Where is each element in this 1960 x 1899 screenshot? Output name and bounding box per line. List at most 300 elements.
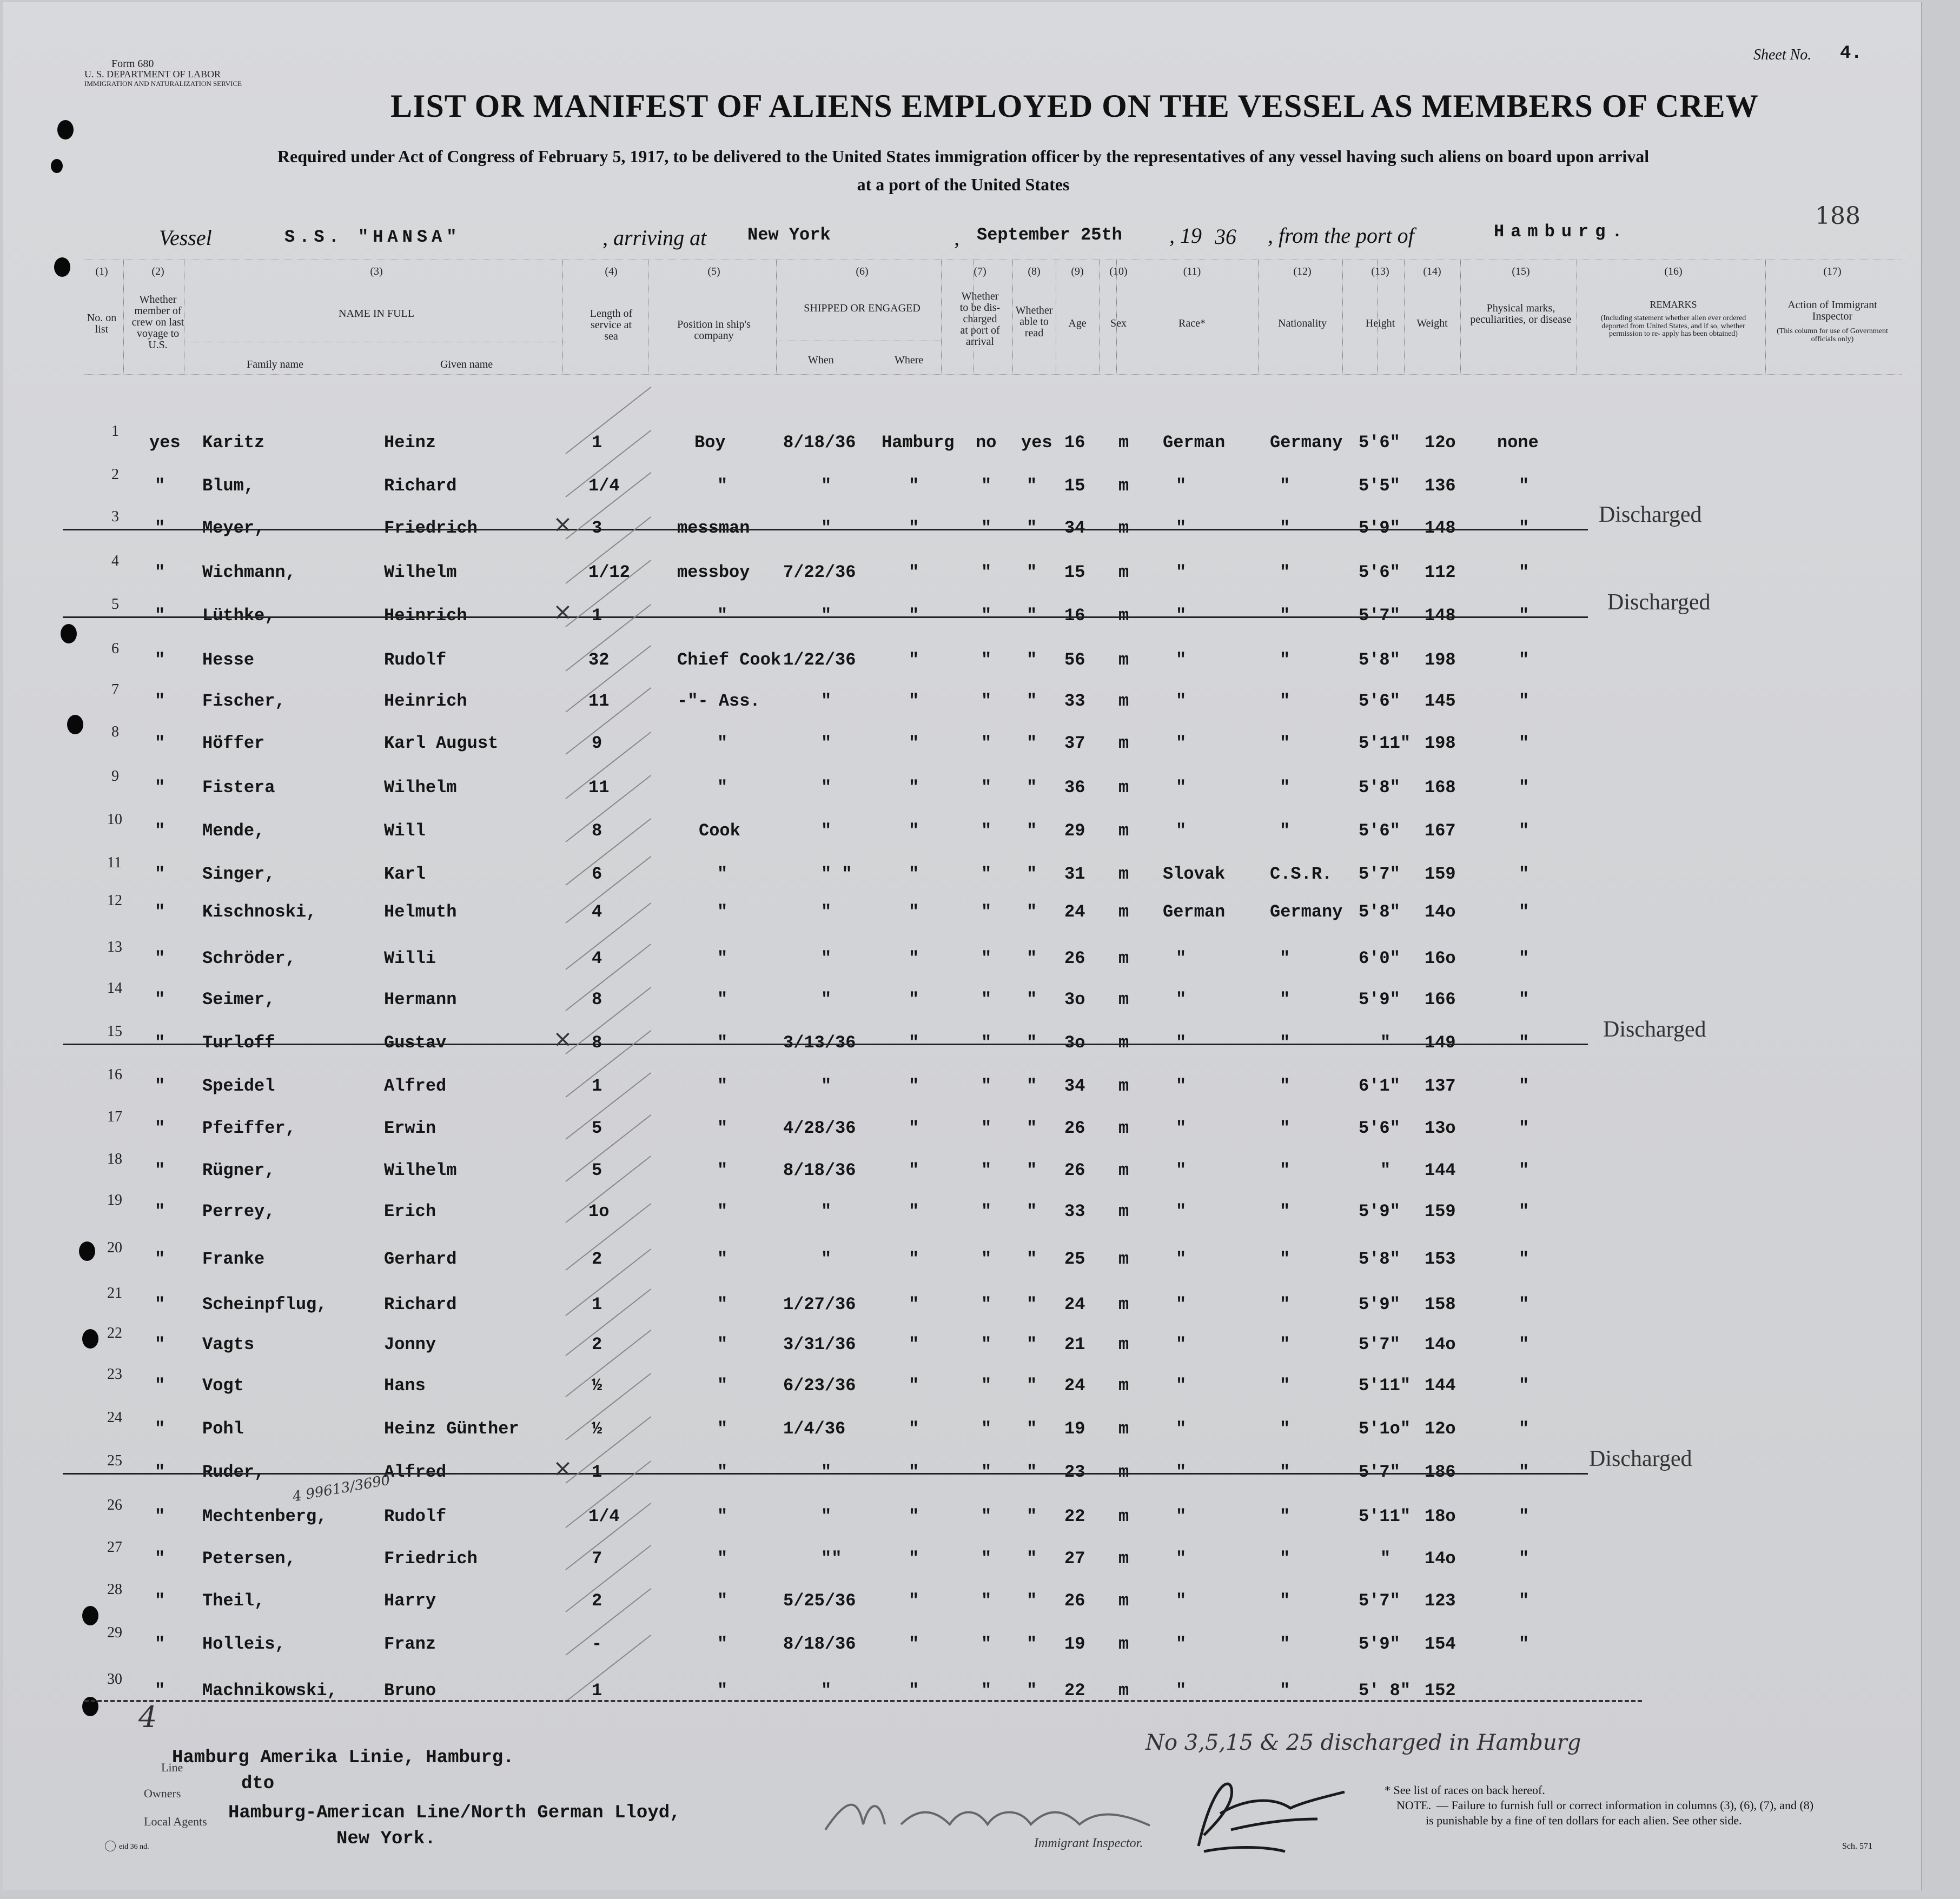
service-length: 11 xyxy=(588,778,610,798)
weight: 16o xyxy=(1425,948,1456,968)
family-name: Holleis, xyxy=(202,1634,286,1654)
shipped-where: " xyxy=(909,1033,919,1053)
nationality: " xyxy=(1280,1462,1290,1482)
sex: m xyxy=(1118,1634,1129,1654)
sex: m xyxy=(1118,948,1129,968)
row-number: 22 xyxy=(107,1325,122,1342)
age: 56 xyxy=(1064,650,1085,670)
race: " xyxy=(1176,1033,1187,1053)
race: " xyxy=(1176,562,1187,582)
shipped-where: " xyxy=(909,691,919,711)
prev-voyage: " xyxy=(155,1334,165,1354)
column-number: (6) xyxy=(856,265,869,277)
remarks-discharged: Discharged xyxy=(1607,590,1711,615)
race: " xyxy=(1176,1376,1187,1396)
column-label: NAME IN FULL xyxy=(339,308,414,320)
shipped-where: " xyxy=(909,948,919,968)
schedule-number: Sch. 571 xyxy=(1842,1842,1872,1851)
nationality: " xyxy=(1280,778,1290,798)
given-name: Friedrich xyxy=(384,1549,478,1569)
given-name: Hans xyxy=(384,1376,426,1396)
race: " xyxy=(1176,733,1187,753)
prev-voyage: " xyxy=(155,1419,165,1439)
height: 5'6" xyxy=(1359,821,1400,841)
sex: m xyxy=(1118,1249,1129,1269)
age: 16 xyxy=(1064,433,1085,453)
family-name: Kischnoski, xyxy=(202,902,317,922)
race: " xyxy=(1176,1160,1187,1180)
shipped-when: " xyxy=(821,733,832,753)
nationality: " xyxy=(1280,990,1290,1010)
family-name: Scheinpflug, xyxy=(202,1294,327,1314)
service-length: 2 xyxy=(592,1591,602,1611)
height: 5'7" xyxy=(1359,1591,1400,1611)
weight: 159 xyxy=(1425,864,1456,884)
column-label: Whether to be dis- charged at port of arrival xyxy=(959,290,1001,348)
row-number: 27 xyxy=(107,1539,122,1556)
column-note: (This column for use of Government officials only) xyxy=(1777,327,1888,343)
owners-label: Owners xyxy=(144,1787,181,1800)
sex: m xyxy=(1118,1334,1129,1354)
family-name: Pfeiffer, xyxy=(202,1118,296,1138)
row-number: 4 xyxy=(111,553,119,569)
race: " xyxy=(1176,1549,1187,1569)
service-length: 9 xyxy=(592,733,602,753)
weight: 12o xyxy=(1425,433,1456,453)
race: " xyxy=(1176,1118,1187,1138)
check-stroke xyxy=(565,1249,651,1316)
shipped-when: 6/23/36 xyxy=(783,1376,856,1396)
physical-marks: " xyxy=(1519,606,1529,626)
punch-hole xyxy=(67,715,83,734)
departure-port: Hamburg. xyxy=(1494,222,1629,242)
prev-voyage: " xyxy=(155,476,165,496)
physical-marks: " xyxy=(1519,1506,1529,1526)
age: 3o xyxy=(1064,1033,1085,1053)
shipped-where: " xyxy=(909,650,919,670)
prev-voyage: " xyxy=(155,691,165,711)
able-to-read: " xyxy=(1027,1549,1037,1569)
race: " xyxy=(1176,606,1187,626)
able-to-read: " xyxy=(1027,990,1037,1010)
punch-hole xyxy=(54,257,70,277)
weight: 198 xyxy=(1425,650,1456,670)
able-to-read: " xyxy=(1027,864,1037,884)
shipped-when: " xyxy=(821,1462,832,1482)
nationality: " xyxy=(1280,948,1290,968)
family-name: Speidel xyxy=(202,1076,275,1096)
physical-marks: " xyxy=(1519,1462,1529,1482)
service-length: 8 xyxy=(592,1033,602,1053)
shipped-when: " xyxy=(821,1681,832,1701)
weight: 149 xyxy=(1425,1033,1456,1053)
sex: m xyxy=(1118,1201,1129,1221)
column-label: Sex xyxy=(1110,317,1127,329)
sex: m xyxy=(1118,1591,1129,1611)
given-name: Heinz xyxy=(384,433,436,453)
given-name: Heinz Günther xyxy=(384,1419,519,1439)
physical-marks: " xyxy=(1519,1549,1529,1569)
shipped-when: " xyxy=(821,476,832,496)
shipped-where: " xyxy=(909,1376,919,1396)
shipped-where: " xyxy=(909,902,919,922)
row-number: 28 xyxy=(107,1581,122,1598)
age: 19 xyxy=(1064,1419,1085,1439)
shipped-where: " xyxy=(909,1201,919,1221)
age: 34 xyxy=(1064,1076,1085,1096)
able-to-read: " xyxy=(1027,733,1037,753)
column-sublabel: Where xyxy=(895,354,924,366)
prev-voyage: " xyxy=(155,1591,165,1611)
row-number: 25 xyxy=(107,1452,122,1469)
cross-mark: × xyxy=(553,1025,573,1053)
discharge-flag: " xyxy=(981,518,992,538)
column-sublabel: When xyxy=(808,354,834,366)
nationality: Germany xyxy=(1270,902,1343,922)
service-length: 32 xyxy=(588,650,610,670)
discharge-flag: " xyxy=(981,1462,992,1482)
given-name: Heinrich xyxy=(384,606,467,626)
column-divider xyxy=(1342,260,1343,374)
family-name: Hesse xyxy=(202,650,255,670)
prev-voyage: " xyxy=(155,990,165,1010)
family-name: Mende, xyxy=(202,821,265,841)
column-divider xyxy=(941,260,942,374)
column-divider xyxy=(1404,260,1405,374)
sex: m xyxy=(1118,821,1129,841)
shipped-when: 3/13/36 xyxy=(783,1033,856,1053)
print-code: eid 36 nd. xyxy=(119,1843,149,1851)
prev-voyage: " xyxy=(155,821,165,841)
column-label: SHIPPED OR ENGAGED xyxy=(804,302,921,314)
form-number: Form 680 xyxy=(111,58,154,70)
sex: m xyxy=(1118,1033,1129,1053)
shipped-where: " xyxy=(909,1681,919,1701)
sex: m xyxy=(1118,650,1129,670)
nationality: " xyxy=(1280,1334,1290,1354)
column-number: (9) xyxy=(1071,265,1084,277)
column-number: (4) xyxy=(605,265,618,277)
physical-marks: " xyxy=(1519,902,1529,922)
race: " xyxy=(1176,1506,1187,1526)
punch-hole xyxy=(61,624,77,643)
given-name: Erwin xyxy=(384,1118,436,1138)
race: " xyxy=(1176,691,1187,711)
weight: 12o xyxy=(1425,1419,1456,1439)
manifest-sheet xyxy=(3,2,1922,1890)
race: German xyxy=(1163,902,1226,922)
height: 6'1" xyxy=(1359,1076,1400,1096)
shipped-where: " xyxy=(909,606,919,626)
year-prefix: , 19 xyxy=(1169,223,1202,248)
shipped-where: " xyxy=(909,1334,919,1354)
race: " xyxy=(1176,1419,1187,1439)
family-name: Fischer, xyxy=(202,691,286,711)
height: 5'5" xyxy=(1359,476,1400,496)
prev-voyage: " xyxy=(155,1462,165,1482)
check-stroke xyxy=(565,1072,651,1140)
prev-voyage: " xyxy=(155,1294,165,1314)
row-number: 15 xyxy=(107,1023,122,1040)
family-name: Singer, xyxy=(202,864,275,884)
discharge-flag: no xyxy=(976,433,997,453)
given-name: Friedrich xyxy=(384,518,478,538)
weight: 152 xyxy=(1425,1681,1456,1701)
prev-voyage: " xyxy=(155,1681,165,1701)
prev-voyage: " xyxy=(155,1033,165,1053)
column-sublabel: Family name xyxy=(247,358,303,370)
weight: 154 xyxy=(1425,1634,1456,1654)
shipped-when: " xyxy=(821,778,832,798)
shipped-when: 1/22/36 xyxy=(783,650,856,670)
date-separator: , xyxy=(954,225,959,250)
cross-mark: × xyxy=(553,598,573,626)
weight: 168 xyxy=(1425,778,1456,798)
shipped-when: " xyxy=(821,518,832,538)
discharge-flag: " xyxy=(981,1294,992,1314)
page-number: 188 xyxy=(1815,202,1860,230)
able-to-read: " xyxy=(1027,1033,1037,1053)
discharge-flag: " xyxy=(981,1591,992,1611)
weight: 14o xyxy=(1425,1549,1456,1569)
given-name: Gerhard xyxy=(384,1249,457,1269)
position: " xyxy=(717,1334,728,1354)
weight: 166 xyxy=(1425,990,1456,1010)
physical-marks: " xyxy=(1519,1076,1529,1096)
column-number: (11) xyxy=(1183,265,1201,277)
age: 19 xyxy=(1064,1634,1085,1654)
footnote-races: * See list of races on back hereof. xyxy=(1385,1783,1545,1797)
age: 24 xyxy=(1064,902,1085,922)
prev-voyage: " xyxy=(155,1506,165,1526)
column-label: No. on list xyxy=(87,312,117,335)
shipped-where: " xyxy=(909,990,919,1010)
height: 5'6" xyxy=(1359,691,1400,711)
sex: m xyxy=(1118,733,1129,753)
age: 3o xyxy=(1064,990,1085,1010)
shipped-when: " xyxy=(821,1506,832,1526)
owners-value: dto xyxy=(241,1774,275,1794)
physical-marks: " xyxy=(1519,778,1529,798)
row-number: 12 xyxy=(107,892,122,909)
physical-marks: " xyxy=(1519,1591,1529,1611)
service-length: 1/12 xyxy=(588,562,630,582)
weight: 145 xyxy=(1425,691,1456,711)
age: 29 xyxy=(1064,821,1085,841)
prev-voyage: " xyxy=(155,1118,165,1138)
discharge-flag: " xyxy=(981,691,992,711)
age: 24 xyxy=(1064,1294,1085,1314)
sex: m xyxy=(1118,1118,1129,1138)
physical-marks: " xyxy=(1519,948,1529,968)
height: 5'7" xyxy=(1359,1334,1400,1354)
given-name: Alfred xyxy=(384,1462,447,1482)
row-number: 8 xyxy=(111,723,119,740)
nationality: " xyxy=(1280,1506,1290,1526)
arriving-label: , arriving at xyxy=(602,225,707,250)
row-number: 1 xyxy=(111,423,119,440)
row-number: 19 xyxy=(107,1192,122,1209)
row-number: 20 xyxy=(107,1239,122,1256)
height: 5' 8" xyxy=(1359,1681,1411,1701)
shipped-when: " xyxy=(821,821,832,841)
department-name: U. S. DEPARTMENT OF LABOR xyxy=(84,69,221,79)
service-length: 8 xyxy=(592,821,602,841)
prev-voyage: " xyxy=(155,1249,165,1269)
column-divider xyxy=(562,260,563,374)
position: messboy xyxy=(677,562,750,582)
position: " xyxy=(717,902,728,922)
discharge-flag: " xyxy=(981,1681,992,1701)
position: " xyxy=(717,1462,728,1482)
column-label: Age xyxy=(1068,317,1087,329)
position: -"- Ass. xyxy=(677,691,760,711)
shipped-where: " xyxy=(909,518,919,538)
arrival-date: September 25th xyxy=(977,225,1122,245)
position: " xyxy=(717,1506,728,1526)
row-number: 16 xyxy=(107,1066,122,1083)
discharge-flag: " xyxy=(981,606,992,626)
service-length: ½ xyxy=(592,1376,602,1396)
discharge-flag: " xyxy=(981,1549,992,1569)
position: " xyxy=(717,606,728,626)
column-number: (14) xyxy=(1423,265,1441,277)
column-divider xyxy=(1099,260,1100,374)
nationality: " xyxy=(1280,1294,1290,1314)
height: 5'8" xyxy=(1359,1249,1400,1269)
column-number: (2) xyxy=(151,265,164,277)
row-number: 14 xyxy=(107,980,122,997)
prev-voyage: " xyxy=(155,948,165,968)
able-to-read: " xyxy=(1027,476,1037,496)
race: " xyxy=(1176,650,1187,670)
position: " xyxy=(717,778,728,798)
service-length: 7 xyxy=(592,1549,602,1569)
row-number: 7 xyxy=(111,681,119,698)
position: " xyxy=(717,1033,728,1053)
line-value: Hamburg Amerika Linie, Hamburg. xyxy=(172,1748,514,1768)
weight: 148 xyxy=(1425,518,1456,538)
age: 33 xyxy=(1064,1201,1085,1221)
nationality: C.S.R. xyxy=(1270,864,1333,884)
remarks-discharged: Discharged xyxy=(1603,1017,1706,1042)
row-number: 30 xyxy=(107,1671,122,1688)
age: 23 xyxy=(1064,1462,1085,1482)
age: 15 xyxy=(1064,476,1085,496)
service-length: 2 xyxy=(592,1249,602,1269)
column-number: (13) xyxy=(1371,265,1389,277)
agents-value-2: New York. xyxy=(336,1829,436,1849)
family-name: Turloff xyxy=(202,1033,275,1053)
column-label: Height xyxy=(1365,317,1395,329)
position: " xyxy=(717,1591,728,1611)
sex: m xyxy=(1118,1294,1129,1314)
race: " xyxy=(1176,778,1187,798)
given-name: Erich xyxy=(384,1201,436,1221)
position: " xyxy=(717,990,728,1010)
able-to-read: " xyxy=(1027,1419,1037,1439)
race: Slovak xyxy=(1163,864,1226,884)
row-number: 9 xyxy=(111,768,119,785)
column-number: (7) xyxy=(974,265,986,277)
given-name: Bruno xyxy=(384,1681,436,1701)
row-number: 10 xyxy=(107,811,122,828)
header-bottom-line xyxy=(84,374,1902,375)
column-number: (5) xyxy=(707,265,720,277)
column-label: Physical marks, peculiarities, or disease xyxy=(1470,302,1572,326)
age: 24 xyxy=(1064,1376,1085,1396)
shipped-when: " xyxy=(821,902,832,922)
weight: 198 xyxy=(1425,733,1456,753)
height: 5'6" xyxy=(1359,433,1400,453)
nationality: " xyxy=(1280,1033,1290,1053)
sex: m xyxy=(1118,606,1129,626)
height: 5'9" xyxy=(1359,990,1400,1010)
able-to-read: " xyxy=(1027,1376,1037,1396)
service-length: 3 xyxy=(592,518,602,538)
nationality: " xyxy=(1280,1249,1290,1269)
row-number: 17 xyxy=(107,1108,122,1125)
column-label: Length of service at sea xyxy=(590,308,633,342)
remarks-discharged: Discharged xyxy=(1589,1446,1692,1471)
physical-marks: " xyxy=(1519,650,1529,670)
weight: 186 xyxy=(1425,1462,1456,1482)
physical-marks: " xyxy=(1519,1160,1529,1180)
physical-marks: " xyxy=(1519,1249,1529,1269)
weight: 18o xyxy=(1425,1506,1456,1526)
nationality: " xyxy=(1280,1201,1290,1221)
sex: m xyxy=(1118,1506,1129,1526)
given-name: Willi xyxy=(384,948,436,968)
able-to-read: " xyxy=(1027,650,1037,670)
nationality: " xyxy=(1280,1681,1290,1701)
row-number: 6 xyxy=(111,640,119,657)
height: 5'9" xyxy=(1359,1294,1400,1314)
race: " xyxy=(1176,476,1187,496)
age: 21 xyxy=(1064,1334,1085,1354)
nationality: " xyxy=(1280,1419,1290,1439)
column-label: Whether member of crew on last voyage to U.S. xyxy=(131,294,184,351)
race: " xyxy=(1176,821,1187,841)
family-name: Seimer, xyxy=(202,990,275,1010)
column-divider xyxy=(1012,260,1013,374)
shipped-where: " xyxy=(909,1549,919,1569)
position: " xyxy=(717,1376,728,1396)
weight: 137 xyxy=(1425,1076,1456,1096)
service-length: 5 xyxy=(592,1118,602,1138)
shipped-where: " xyxy=(909,1249,919,1269)
check-stroke xyxy=(565,1030,651,1098)
column-note: (Including statement whether alien ever ordered deported from United States, and if so, whether permission to re- apply has been obtained) xyxy=(1600,314,1746,338)
column-number: (10) xyxy=(1109,265,1128,277)
physical-marks: " xyxy=(1519,1419,1529,1439)
prev-voyage: " xyxy=(155,864,165,884)
age: 25 xyxy=(1064,1249,1085,1269)
prev-voyage: " xyxy=(155,902,165,922)
race: " xyxy=(1176,1201,1187,1221)
weight: 14o xyxy=(1425,1334,1456,1354)
age: 15 xyxy=(1064,562,1085,582)
nationality: " xyxy=(1280,821,1290,841)
physical-marks: " xyxy=(1519,864,1529,884)
age: 26 xyxy=(1064,948,1085,968)
family-name: Karitz xyxy=(202,433,265,453)
height: 5'9" xyxy=(1359,518,1400,538)
arrival-port: New York xyxy=(747,225,831,245)
discharge-flag: " xyxy=(981,948,992,968)
physical-marks: " xyxy=(1519,476,1529,496)
sex: m xyxy=(1118,562,1129,582)
